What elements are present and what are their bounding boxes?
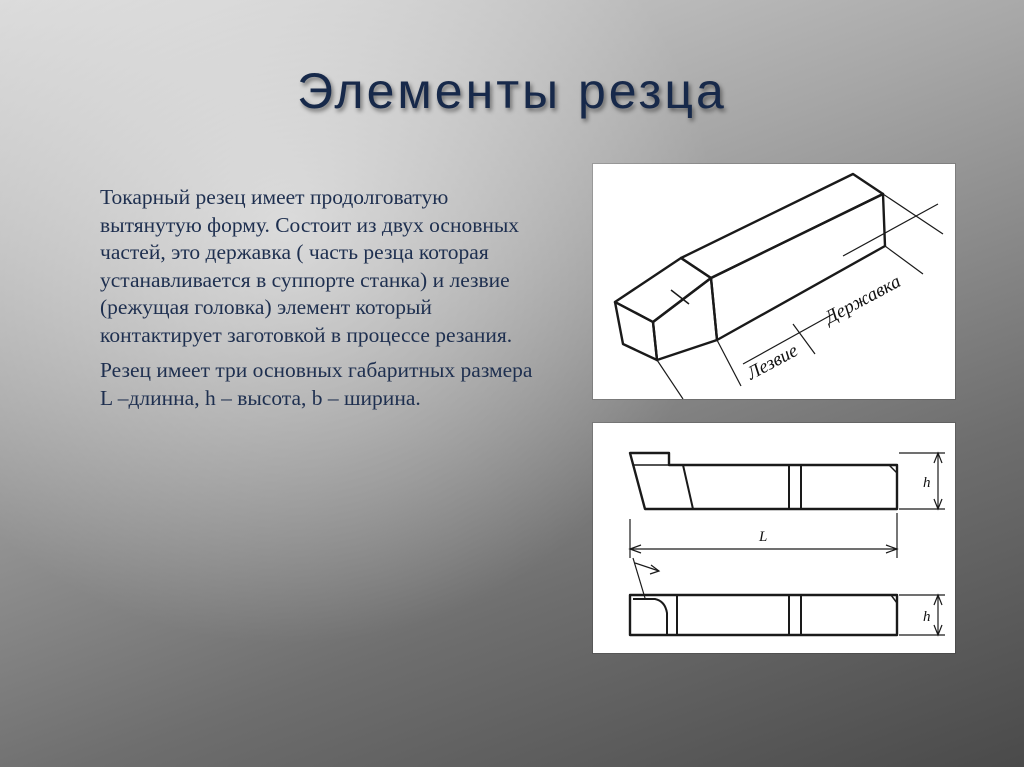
top-view-outline	[630, 595, 897, 635]
label-height-side: h	[923, 475, 931, 491]
label-blade: Лезвие	[743, 340, 802, 385]
head-front-face	[615, 302, 657, 360]
label-height-top: h	[923, 609, 931, 625]
paragraph-description: Токарный резец имеет продолговатую вытянутую форму. Состоит из двух основных частей, это державка ( часть резца которая устанавливается в суппорте станка) и лезвие (режущая головка) элемент который контактирует заготовкой в процессе резания.	[100, 185, 520, 347]
cutter-dimensions-drawing	[593, 423, 955, 653]
label-length: L	[759, 529, 768, 545]
slide-title: Элементы резца	[297, 63, 727, 119]
cutter-isometric-drawing	[593, 164, 955, 399]
holder-top-face	[681, 174, 883, 278]
paragraph-dimensions: Резец имеет три основных габаритных размера L –длинна, h – высота, b – ширина.	[100, 358, 533, 410]
cutter-dimensions-figure	[593, 423, 955, 653]
body-text	[100, 184, 550, 420]
side-view-outline	[630, 453, 897, 509]
head-side-face	[653, 278, 717, 360]
cutter-isometric-figure	[593, 164, 955, 399]
holder-side-face	[711, 194, 885, 340]
label-holder: Державка	[821, 271, 905, 329]
